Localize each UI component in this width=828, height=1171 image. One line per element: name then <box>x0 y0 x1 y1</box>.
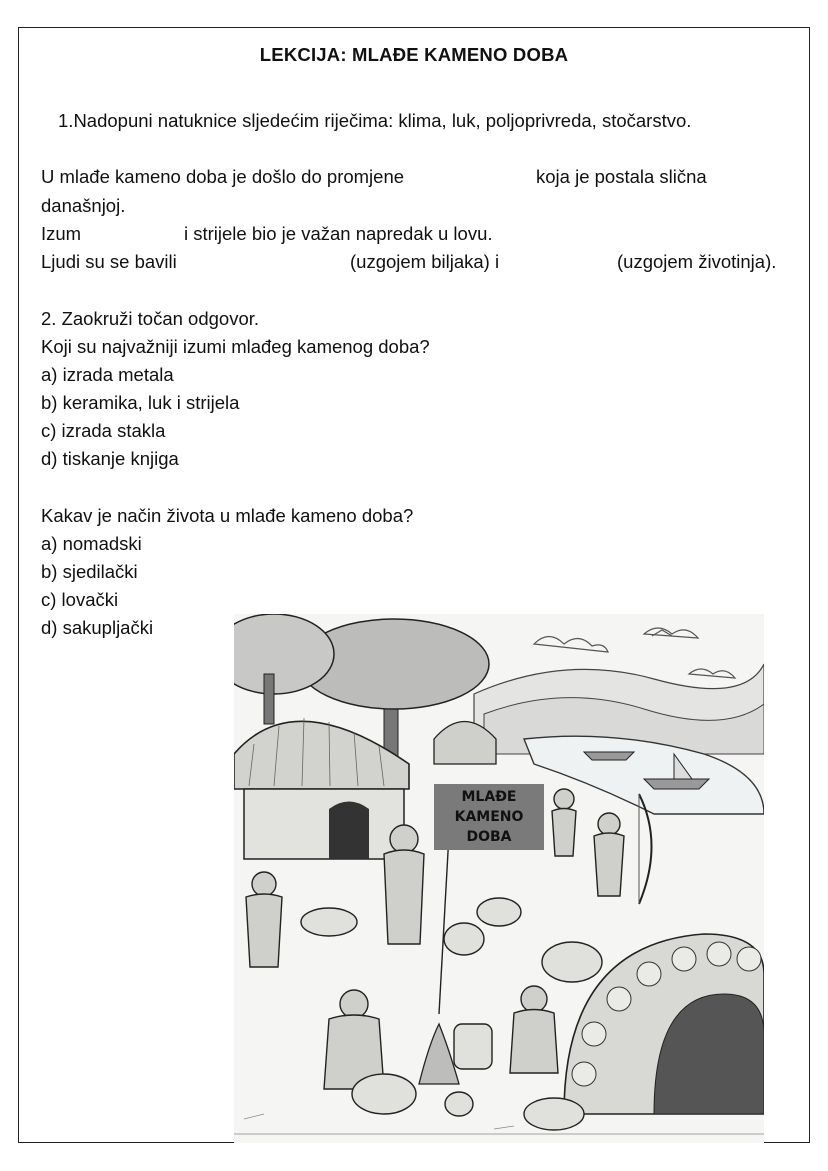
sentence-1a: U mlađe kameno doba je došlo do promjene <box>41 166 405 187</box>
task2-heading: 2. Zaokruži točan odgovor. <box>41 308 260 329</box>
illustration-label <box>434 784 544 850</box>
sentence-3c: (uzgojem životinja). <box>617 251 777 272</box>
q2-option-d[interactable]: d) sakupljački <box>41 617 154 638</box>
label-line-3: DOBA <box>466 829 512 845</box>
sentence-1c: današnjoj. <box>41 195 126 216</box>
question-1: Koji su najvažniji izumi mlađeg kamenog doba? <box>41 336 430 357</box>
village-drawing <box>234 614 764 1143</box>
sentence-3b: (uzgojem biljaka) i <box>350 251 500 272</box>
q1-option-b[interactable]: b) keramika, luk i strijela <box>41 392 240 413</box>
task1-instruction: Nadopuni natuknice sljedećim riječima: klima, luk, poljoprivreda, stočarstvo. <box>73 110 692 131</box>
sentence-3a: Ljudi su se bavili <box>41 251 177 272</box>
q1-option-d[interactable]: d) tiskanje knjiga <box>41 448 179 469</box>
q2-option-b[interactable]: b) sjedilački <box>41 561 138 582</box>
q1-option-a[interactable]: a) izrada metala <box>41 364 174 385</box>
sentence-1b: koja je postala slična <box>536 166 707 187</box>
label-line-1: MLAĐE <box>461 789 517 805</box>
task1-number: 1. <box>58 110 74 131</box>
sentence-2a: Izum <box>41 223 82 244</box>
q2-option-a[interactable]: a) nomadski <box>41 533 142 554</box>
label-line-2: KAMENO <box>454 809 524 825</box>
question-2: Kakav je način života u mlađe kameno doba? <box>41 505 414 526</box>
neolithic-village-illustration <box>234 614 764 1143</box>
task1-instruction-line <box>58 110 691 132</box>
q2-option-c[interactable]: c) lovački <box>41 589 119 610</box>
sentence-2b: i strijele bio je važan napredak u lovu. <box>184 223 493 244</box>
q1-option-c[interactable]: c) izrada stakla <box>41 420 166 441</box>
lesson-title: LEKCIJA: MLAĐE KAMENO DOBA <box>259 44 569 65</box>
